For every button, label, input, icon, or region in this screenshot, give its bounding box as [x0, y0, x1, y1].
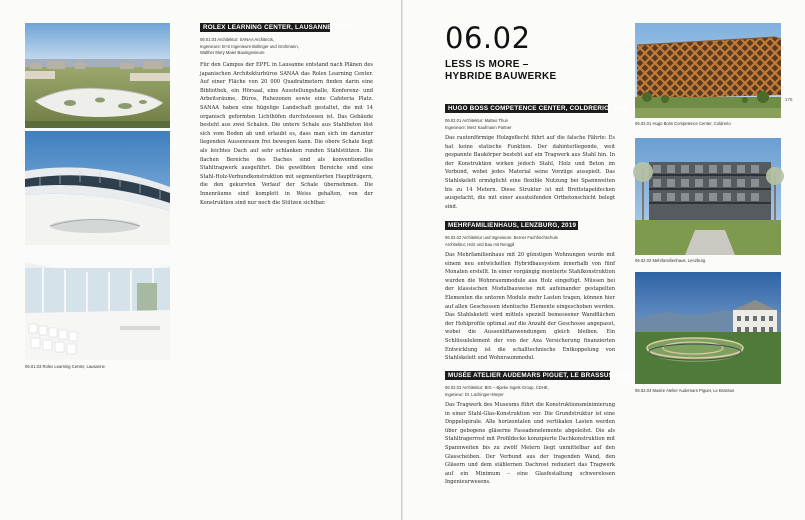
left-page: [0, 0, 402, 520]
chapter-number: 06.02: [445, 21, 531, 55]
photo-caption: 06.02.01 Hugo Boss Competence Center, Coldrerio: [635, 121, 731, 126]
credit-line: 06.02.02 Architektur und Ingenieure: Berner Fachhochschule: [445, 235, 558, 240]
credit-line: Ingenieure: Merz Kaufmann Partner: [445, 124, 512, 130]
photo-rolex-aerial: [25, 23, 170, 128]
credit-line: Ingenieure: B+S Ingenieure Bollinger und Grohmann,: [200, 43, 299, 49]
body-text-rolex: Für den Campus der EPFL in Lausanne entstand nach Plänen des japanischen Architekturbüros SANAA das Rolex Learning Center. Auf einer Fläche von 20 000 Quadratmetern finden darin eine Bibliothek, ein Hörsaal, eine Ausstellungshalle, Konferenz- und Arbeitsräume, Büros, Ruhezonen sowie eine Cafeteria Platz. SANAA haben eine hügelige Landschaft gestaltet, die mit 14 organisch geformten Lichthöfen durchstossen ist. Das Gebäude besteht aus zwei Schalen. Die untere Schale aus Stahlbeton löst sich vom Boden ab und erlaubt es, dass man sich im darunter liegenden Aussenraum frei bewegen kann. Die obere Schale liegt als leichtes Dach auf sehr schlanken runden Stahlstützen. Die flachen Bereiche des Daches sind als konventionelles Stahltragwerk ausgeführt. Die gewölbten Bereiche sind eine Stahl-Holz-Verbundkonstruktion mit segmentierten Hauptträgern, die den gekurvten Verlauf der Schale übernehmen. Die Innenräume sind komplett in Weiss gehalten, von der Konstruktion sind nur noch die Stützen sichtbar.: [200, 62, 373, 206]
photo-rolex-interior: [25, 248, 170, 360]
section-heading-lenzburg: MEHRFAMILIENHAUS, LENZBURG, 2019: [445, 221, 578, 230]
section-heading-hugo-boss: HUGO BOSS COMPETENCE CENTER, COLDRERIO, 2006: [445, 104, 608, 113]
photo-lenzburg: [635, 138, 781, 255]
photo-rolex-exterior: [25, 131, 170, 245]
chapter-title-line-1: LESS IS MORE –: [445, 59, 529, 70]
photo-caption: 06.02.02 Mehrfamilienhaus, Lenzburg: [635, 258, 706, 263]
credits-rolex: [200, 37, 370, 57]
chapter-title-line-2: HYBRIDE BAUWERKE: [445, 71, 557, 82]
section-heading-audemars: MUSÉE ATELIER AUDEMARS PIGUET, LE BRASSUS, 2020: [445, 371, 610, 380]
photo-audemars-piguet: [635, 272, 781, 384]
credit-line: Ingenieur: Dr. Lüchinger+Meyer: [445, 391, 504, 397]
credit-line: Architektur, Holz und Bau mit Renggli: [445, 241, 515, 247]
body-text-audemars: Das Tragwerk des Museums führt die Konstruktionsminimierung in einer Stahl-Glas-Konstruktion vor. Die Grundstruktur ist eine Doppelspirale. Alle horizontalen und vertikalen Lasten werden über gebogene gläserne Fassadenelemente abgeleitet. Die als Stahltragerrost mit Profildecke konzipierte Dachkonstruktion mit Spannweiten bis zu zwölf Metern liegt unmittelbar auf den Glasscheiben. Der Verbund aus der tragenden Wand, den Gläsern und dem stählernen Dachrost reduziert das Tragwerk auf ein Minimum – eine Glasfestaltung schwerelosen Ingenieurwesens.: [445, 402, 615, 486]
credit-line: 06.02.03 Architektur: BIG – Bjarke Ingels Group, CDHE,: [445, 385, 549, 390]
credits-lenzburg: [445, 235, 615, 248]
section-heading-rolex: ROLEX LEARNING CENTER, LAUSANNE, 2010: [200, 23, 330, 32]
credit-line: Walther Mory Maier Bauingenieure: [200, 50, 265, 56]
body-text-hugo-boss: Das rautenförmige Holzgeflecht führt auf die falsche Fährte: Es hat keine statische Funktion. Der dahinterliegende, weit gespannte Baukörper besteht auf ein Tragwerk aus Stahl hin. In der Konstruktion wirken jedoch Stahl, Holz und Beton im Verbund, wobei jedes Material seine Vorzüge ausspielt. Das Stahlskelett ermöglicht eine flexible Nutzung bei Spannweiten bis zu 14 Metern. Diese Struktur ist mit Brettstapeldecken ausgefacht, die mit einer aussteifenden Ortbetonschicht belegt sind.: [445, 135, 615, 210]
right-page: [403, 0, 805, 520]
credits-hugo-boss: [445, 118, 615, 131]
photo-caption: 06.01.03 Rolex Learning Center, Lausanne: [25, 364, 105, 369]
credit-line: 06.01.03 Architektur: SANAA Architects,: [200, 37, 275, 42]
body-text-lenzburg: Das Mehrfamilienhaus mit 20 günstigen Wohnungen wurde mit einem neu entwickelten Hybridbausystem innerhalb von fünf Monaten erstellt. In einer vorgängig montierte Stahlkonstruktion wurden die Wohnraummodule aus Holz eingefügt. Müssen bei der klassischen Modulbauweise mit aufeinander gestapelten Elementen die unteren Module mehr Lasten tragen, können hier auf allen Geschossen identische Elemente eingeschoben werden. Das Stahlskelett wird mittels speziell bemessener Wandflächen der Hohlprofile optimal auf die Anzahl der Geschosse angepasst, wobei die Aussenliftanwendungen gleich bleiben. Ein Schlüsselelement der von der Axa Versicherung finanzierten Entwicklung ist die schalltechnische Entkoppelung von Stahlskelett und Wohnraummodul.: [445, 252, 615, 362]
credit-line: 06.02.01 Architektur: Matteo Thun: [445, 118, 509, 123]
credits-audemars: [445, 385, 615, 398]
photo-caption: 06.02.03 Musée Atelier Audemars Piguet, Le Brassus: [635, 388, 735, 393]
photo-hugo-boss: [635, 23, 781, 118]
page-number: 175: [785, 97, 793, 102]
